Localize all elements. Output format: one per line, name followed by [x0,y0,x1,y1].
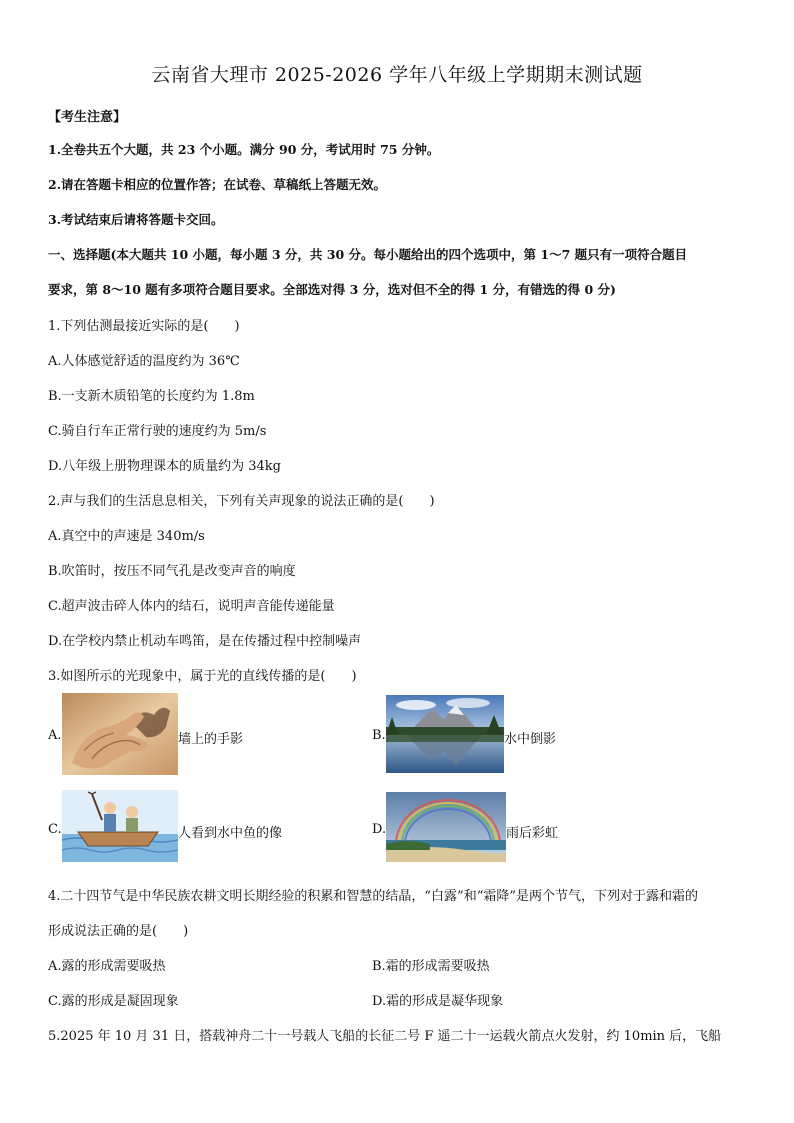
hand-shadow-image [62,693,178,775]
section1-instructions-line1: 一、选择题(本大题共 10 小题，每小题 3 分，共 30 分。每小题给出的四个选项中，第 1～7 题只有一项符合题目 [48,247,688,262]
q3-option-d-caption: 雨后彩虹 [506,826,559,841]
q4-option-a: A.露的形成需要吸热 [48,959,166,974]
q2-option-d: D.在学校内禁止机动车鸣笛，是在传播过程中控制噪声 [48,634,362,649]
q1-stem: 1.下列估测最接近实际的是( ) [48,319,240,334]
notice-item-2: 2.请在答题卡相应的位置作答；在试卷、草稿纸上答题无效。 [48,177,387,192]
q1-option-b: B.一支新木质铅笔的长度约为 1.8m [48,389,255,404]
q4-option-b: B.霜的形成需要吸热 [372,959,490,974]
section1-instructions-line2: 要求，第 8～10 题有多项符合题目要求。全部选对得 3 分，选对但不全的得 1 分，有错选的得 0 分) [48,282,616,297]
q2-option-c: C.超声波击碎人体内的结石，说明声音能传递能量 [48,599,335,614]
q5-stem-line1: 5.2025 年 10 月 31 日，搭载神舟二十一号载人飞船的长征二号 F 遥二十一运载火箭点火发射，约 10min 后，飞船 [48,1029,722,1044]
q3-option-b-caption: 水中倒影 [504,732,557,747]
q3-option-d-letter: D. [372,822,387,837]
q3-option-a-letter: A. [48,728,62,743]
q3-option-b-letter: B. [372,728,386,743]
q4-option-d: D.霜的形成是凝华现象 [372,994,504,1009]
q2-stem: 2.声与我们的生活息息相关，下列有关声现象的说法正确的是( ) [48,494,435,509]
q4-stem-line2: 形成说法正确的是( ) [48,924,189,939]
q3-stem: 3.如图所示的光现象中，属于光的直线传播的是( ) [48,669,357,684]
notice-item-1: 1.全卷共五个大题，共 23 个小题。满分 90 分，考试用时 75 分钟。 [48,142,440,157]
q3-option-c-letter: C. [48,822,62,837]
water-reflection-image [386,695,504,773]
q4-stem-line1: 4.二十四节气是中华民族农耕文明长期经验的积累和智慧的结晶，“白露”和“霜降”是两个节气，下列对于露和霜的 [48,889,698,904]
q1-option-d: D.八年级上册物理课本的质量约为 34kg [48,459,281,474]
notice-heading: 【考生注意】 [48,110,127,125]
q2-option-a: A.真空中的声速是 340m/s [48,529,205,544]
q3-option-a-caption: 墙上的手影 [178,732,244,747]
notice-item-3: 3.考试结束后请将答题卡交回。 [48,212,224,227]
q4-option-c: C.露的形成是凝固现象 [48,994,179,1009]
q2-option-b: B.吹笛时，按压不同气孔是改变声音的响度 [48,564,296,579]
q1-option-a: A.人体感觉舒适的温度约为 36℃ [48,354,240,369]
fishing-boat-image [62,790,178,862]
rainbow-image [386,792,506,862]
q3-option-c-caption: 人看到水中鱼的像 [178,826,283,841]
q1-option-c: C.骑自行车正常行驶的速度约为 5m/s [48,424,267,439]
page-title: 云南省大理市 2025-2026 学年八年级上学期期末测试题 [151,64,643,86]
